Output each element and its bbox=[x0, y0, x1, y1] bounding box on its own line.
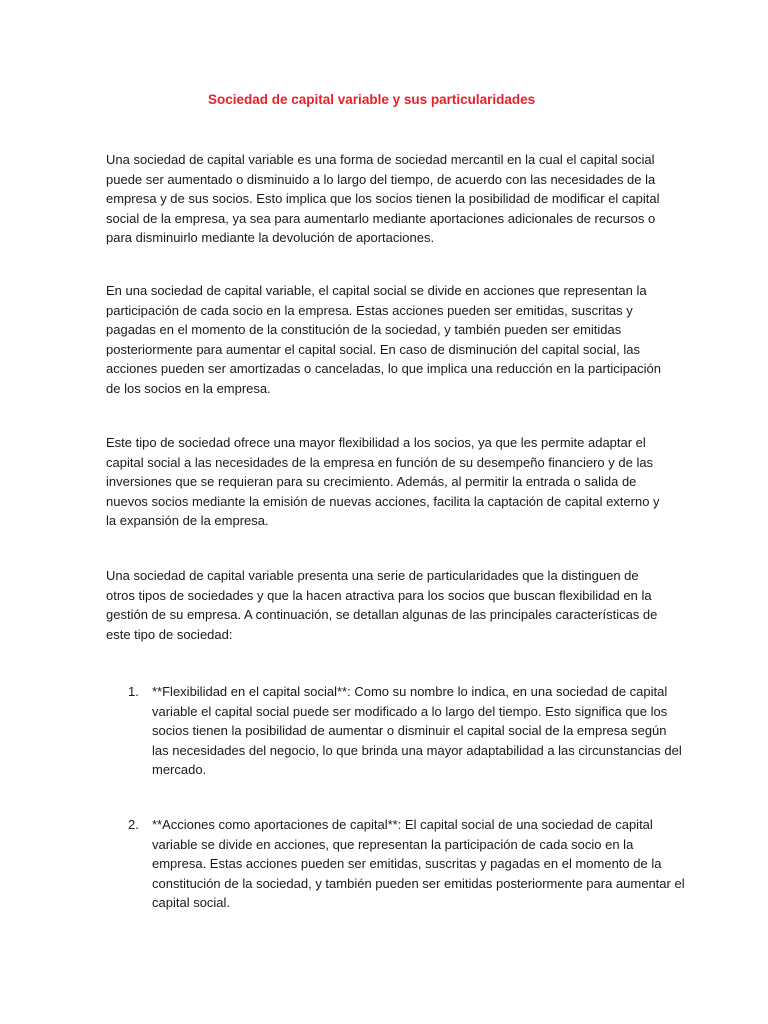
list-item-number: 2. bbox=[128, 817, 139, 832]
list-item-text: **Flexibilidad en el capital social**: Como su nombre lo indica, en una sociedad de capital variable el capital social puede ser modificado a lo largo del tiempo. Esto significa que los socios tienen la posibilidad de aumentar o disminuir el capital social de la empresa según las necesidades del negocio, lo que brinda una mayor adaptabilidad a las circunstancias del mercado. bbox=[152, 684, 682, 777]
list-item-number: 1. bbox=[128, 684, 139, 699]
paragraph-intro: Una sociedad de capital variable es una forma de sociedad mercantil en la cual el capital social puede ser aumentado o disminuido a lo largo del tiempo, de acuerdo con las necesidades de la empresa y de sus socios. Esto implica que los socios tienen la posibilidad de modificar el capital social de la empresa, ya sea para aumentarlo mediante aportaciones adicionales de recursos o para disminuirlo mediante la devolución de aportaciones. bbox=[106, 152, 660, 245]
list-item-text: **Acciones como aportaciones de capital**: El capital social de una sociedad de capital variable se divide en acciones, que representan la participación de cada socio en la empresa. Estas acciones pueden ser emitidas, suscritas y pagadas en el momento de la constitución de la sociedad, y también pueden ser emitidas posteriormente para aumentar el capital social. bbox=[152, 817, 685, 910]
paragraph-flexibility: Este tipo de sociedad ofrece una mayor flexibilidad a los socios, ya que les permite adaptar el capital social a las necesidades de la empresa en función de su desempeño financiero y de las inversiones que se requieran para su crecimiento. Además, al permitir la entrada o salida de nuevos socios mediante la emisión de nuevas acciones, facilita la captación de capital externo y la expansión de la empresa. bbox=[106, 435, 660, 528]
paragraph-shares: En una sociedad de capital variable, el capital social se divide en acciones que representan la participación de cada socio en la empresa. Estas acciones pueden ser emitidas, suscritas y pagadas en el momento de la constitución de la sociedad, y también pueden ser emitidas posteriormente para aumentar el capital social. En caso de disminución del capital social, las acciones pueden ser amortizadas o canceladas, lo que implica una reducción en la participación de los socios en la empresa. bbox=[106, 283, 662, 396]
document-title: Sociedad de capital variable y sus particularidades bbox=[208, 92, 536, 107]
paragraph-particularities: Una sociedad de capital variable presenta una serie de particularidades que la distinguen de otros tipos de sociedades y que la hacen atractiva para los socios que buscan flexibilidad en la gestión de su empresa. A continuación, se detallan algunas de las principales características de este tipo de sociedad: bbox=[106, 568, 658, 642]
